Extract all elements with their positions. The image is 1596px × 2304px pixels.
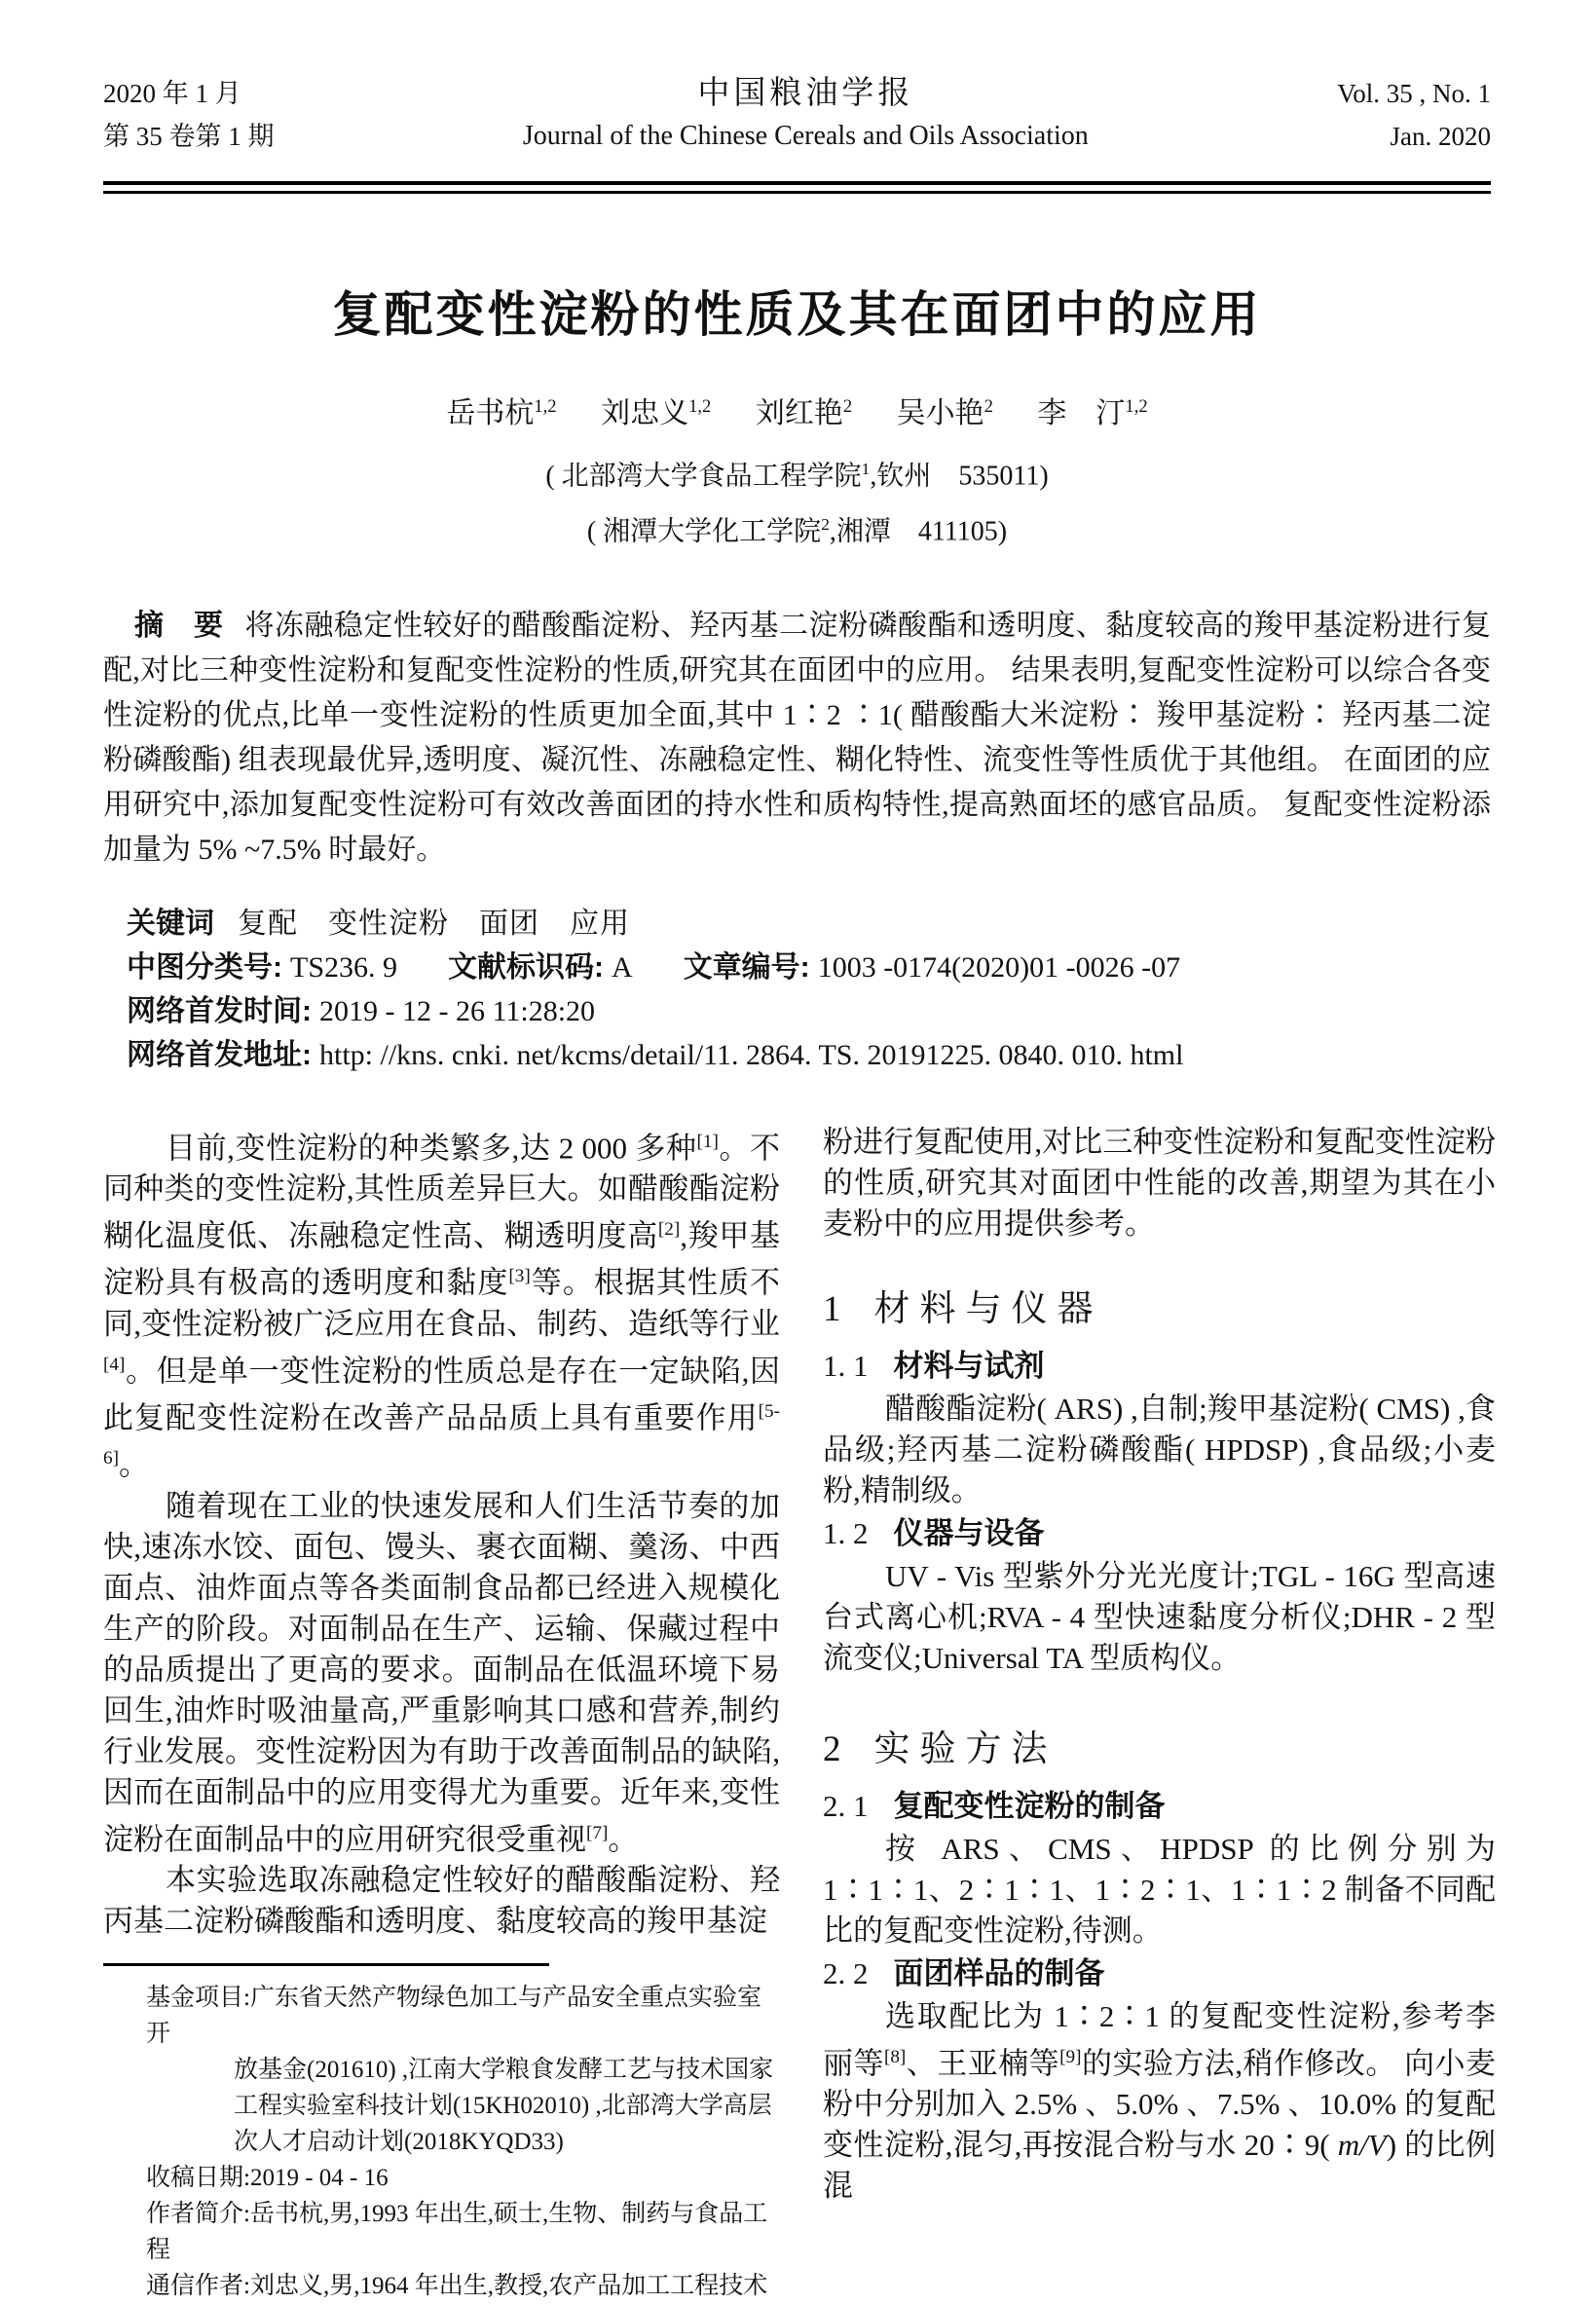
subsection-number: 1. 1 [823,1348,869,1383]
paragraph-intro-continued: 粉进行复配使用,对比三种变性淀粉和复配变性淀粉的性质,研究其对面团中性能的改善,期望为其在小麦粉中的应用提供参考。 [823,1124,1496,1241]
journal-name-en: Journal of the Chinese Cereals and Oils Association [522,121,1089,151]
clc-label: 中图分类号: [127,950,282,984]
article-title: 复配变性淀粉的性质及其在面团中的应用 [332,287,1262,342]
footnote-divider [103,1963,549,1966]
online-time-value: 2019 - 12 - 26 11:28:20 [319,994,596,1027]
author: 吴小艳$^2$ [896,396,993,429]
paragraph-intro-1: 目前,变性淀粉的种类繁多,达 2 000 多种[1]。不同种类的变性淀粉,其性质差异巨大。如醋酸酯淀粉糊化温度低、冻融稳定性高、糊透明度高[2],羧甲基淀粉具有极高的透明度和黏度[3]等。根据其性质不同,变性淀粉被广泛应用在食品、制药、造纸等行业[4]。但是单一变性淀粉的性质总是存在一定缺陷,因此复配变性淀粉在改善产品品质上具有重要作用[5-6]。 [103,1130,781,1482]
paragraph-intro-3: 本实验选取冻融稳定性较好的醋酸酯淀粉、羟丙基二淀粉磷酸酯和透明度、黏度较高的羧甲基淀 [103,1862,780,1938]
affiliations [103,445,1491,557]
keywords-line [103,902,1491,946]
affiliation-1: ( 北部湾大学食品工程学院$^1$,钦州 535011) [545,460,1049,492]
section-2-1-heading [823,1786,1496,1827]
author-affil-sup: 1,2 [534,396,557,417]
keywords-items: 复配 变性淀粉 面团 应用 [238,907,630,940]
journal-name-cn: 中国粮油学报 [697,76,914,111]
body-columns [103,1122,1497,2304]
section-number: 1 [823,1288,841,1329]
paragraph-intro-2: 随着现在工业的快速发展和人们生活节奏的加快,速冻水饺、面包、馒头、裹衣面糊、羹汤、中西面点、油炸面点等各类面制食品都已经进入规模化生产的阶段。对面制品在生产、运输、保藏过程中的品质提出了更高的要求。面制品在低温环境下易回生,油炸时吸油量高,严重影响其口感和营养,制约行业发展。变性淀粉因为有助于改善面制品的缺陷,因而在面制品中的应用变得尤为重要。近年来,变性淀粉在面制品中的应用研究很受重视[7]。 [103,1488,780,1856]
masthead-divider [103,181,1491,194]
author-affil-sup: 2 [842,396,853,417]
author: 李 汀$^{1,2}$ [1037,396,1148,429]
subsection-title: 复配变性淀粉的制备 [893,1788,1166,1823]
online-addr-label: 网络首发地址: [127,1038,312,1071]
section-title: 实验方法 [873,1728,1058,1769]
author-affil-sup: 2 [984,396,993,417]
footnote-fund-line: 次人才启动计划(2018KYQD33) [234,2128,564,2155]
footnote-fund-line: 工程实验室科技计划(15KH02010) ,北部湾大学高层 [234,2092,772,2119]
subsection-number: 1. 2 [823,1515,869,1550]
doc-code-value: A [612,950,633,984]
section-1-2-heading [823,1513,1496,1554]
clc-value: TS236. 9 [290,950,398,984]
author-affil-sup: 1,2 [1125,396,1148,417]
paragraph-dough-prep: 选取配比为 1∶2∶1 的复配变性淀粉,参考李丽等[8]、王亚楠等[9]的实验方法,稍作修改。 向小麦粉中分别加入 2.5% 、5.0% 、7.5% 、10.0% 的复配变性淀粉,混匀,再按混合粉与水 20∶9( m/V) 的比例混 [823,1998,1497,2203]
article-id-label: 文章编号: [683,950,810,984]
masthead [103,72,1491,158]
keywords-label: 关键词 [127,907,214,940]
subsection-number: 2. 2 [823,1955,869,1990]
author: 刘忠义$^{1,2}$ [601,396,712,429]
paragraph-materials: 醋酸酯淀粉( ARS) ,自制;羧甲基淀粉( CMS) ,食品级;羟丙基二淀粉磷酸酯( HPDSP) ,食品级;小麦粉,精制级。 [823,1391,1496,1507]
paragraph-compound-prep: 按 ARS、CMS、HPDSP 的比例分别为 1∶1∶1、2∶1∶1、1∶2∶1、1∶1∶2 制备不同配比的复配变性淀粉,待测。 [823,1831,1496,1948]
article-id-value: 1003 -0174(2020)01 -0026 -07 [817,950,1181,984]
online-addr-url[interactable]: http: //kns. cnki. net/kcms/detail/11. 2864. TS. 20191225. 0840. 010. html [319,1038,1184,1071]
online-time-label: 网络首发时间: [127,994,312,1027]
doc-code-label: 文献标识码: [448,950,605,984]
masthead-issue-info [103,72,275,158]
author: 岳书杭$^{1,2}$ [446,396,557,429]
footnote-corresponding-author: 通信作者:刘忠义,男,1964 年出生,教授,农产品加工工程技术 [146,2272,768,2299]
online-time-line [103,989,1491,1033]
author-affil-sup: 1,2 [688,396,712,417]
section-title: 材料与仪器 [873,1288,1103,1329]
left-column [103,1122,780,2304]
abstract-text: 将冻融稳定性较好的醋酸酯淀粉、羟丙基二淀粉磷酸酯和透明度、黏度较高的羧甲基淀粉进行复配,对比三种变性淀粉和复配变性淀粉的性质,研究其在面团中的应用。 结果表明,复配变性淀粉可以综合各变性淀粉的优点,比单一变性淀粉的性质更加全面,其中 1∶2 ∶1( 醋酸酯大米淀粉∶ 羧甲基淀粉∶ 羟丙基二淀粉磷酸酯) 组表现最优异,透明度、凝沉性、冻融稳定性、糊化特性、流变性等性质优于其他组。 在面团的应用研究中,添加复配变性淀粉可有效改善面团的持水性和质构特性,提高熟面坯的感官品质。 复配变性淀粉添加量为 5% ~7.5% 时最好。 [103,609,1492,866]
footnote-received-date: 收稿日期:2019 - 04 - 16 [146,2164,389,2191]
footnote-block [103,1963,780,2304]
footnote-fund-line: 放基金(201610) ,江南大学粮食发酵工艺与技术国家 [234,2056,774,2083]
section-number: 2 [823,1728,841,1769]
right-column [823,1122,1496,2304]
subsection-title: 材料与试剂 [893,1348,1045,1383]
affiliation-2: ( 湘潭大学化工学院$^2$,湘潭 411105) [586,515,1008,547]
section-2-2-heading [823,1953,1496,1994]
clc-line [103,946,1491,989]
footnote-author-bio: 作者简介:岳书杭,男,1993 年出生,硕士,生物、制药与食品工程 [146,2200,768,2263]
subsection-title: 面团样品的制备 [893,1955,1105,1990]
vol-no: Vol. 35 , No. 1 [1337,79,1491,108]
issue-month: Jan. 2020 [1390,122,1491,151]
author-list [103,389,1491,431]
subsection-number: 2. 1 [823,1788,869,1823]
online-addr-line [103,1033,1491,1077]
paragraph-instruments: UV - Vis 型紫外分光光度计;TGL - 16G 型高速台式离心机;RVA - 4 型快速黏度分析仪;DHR - 2 型流变仪;Universal TA 型质构仪。 [823,1558,1496,1675]
abstract [103,604,1491,873]
masthead-vol-info [1337,72,1491,158]
section-1-heading [823,1289,1496,1330]
section-1-1-heading [823,1346,1496,1387]
masthead-journal-name [523,72,1089,158]
section-2-heading [823,1729,1496,1770]
issue-volume: 第 35 卷第 1 期 [103,122,275,151]
issue-date: 2020 年 1 月 [103,79,241,108]
author: 刘红艳$^2$ [755,396,853,429]
footnote-fund-line: 基金项目:广东省天然产物绿色加工与产品安全重点实验室开 [146,1984,761,2047]
subsection-title: 仪器与设备 [893,1515,1045,1550]
abstract-label: 摘 要 [134,609,224,642]
